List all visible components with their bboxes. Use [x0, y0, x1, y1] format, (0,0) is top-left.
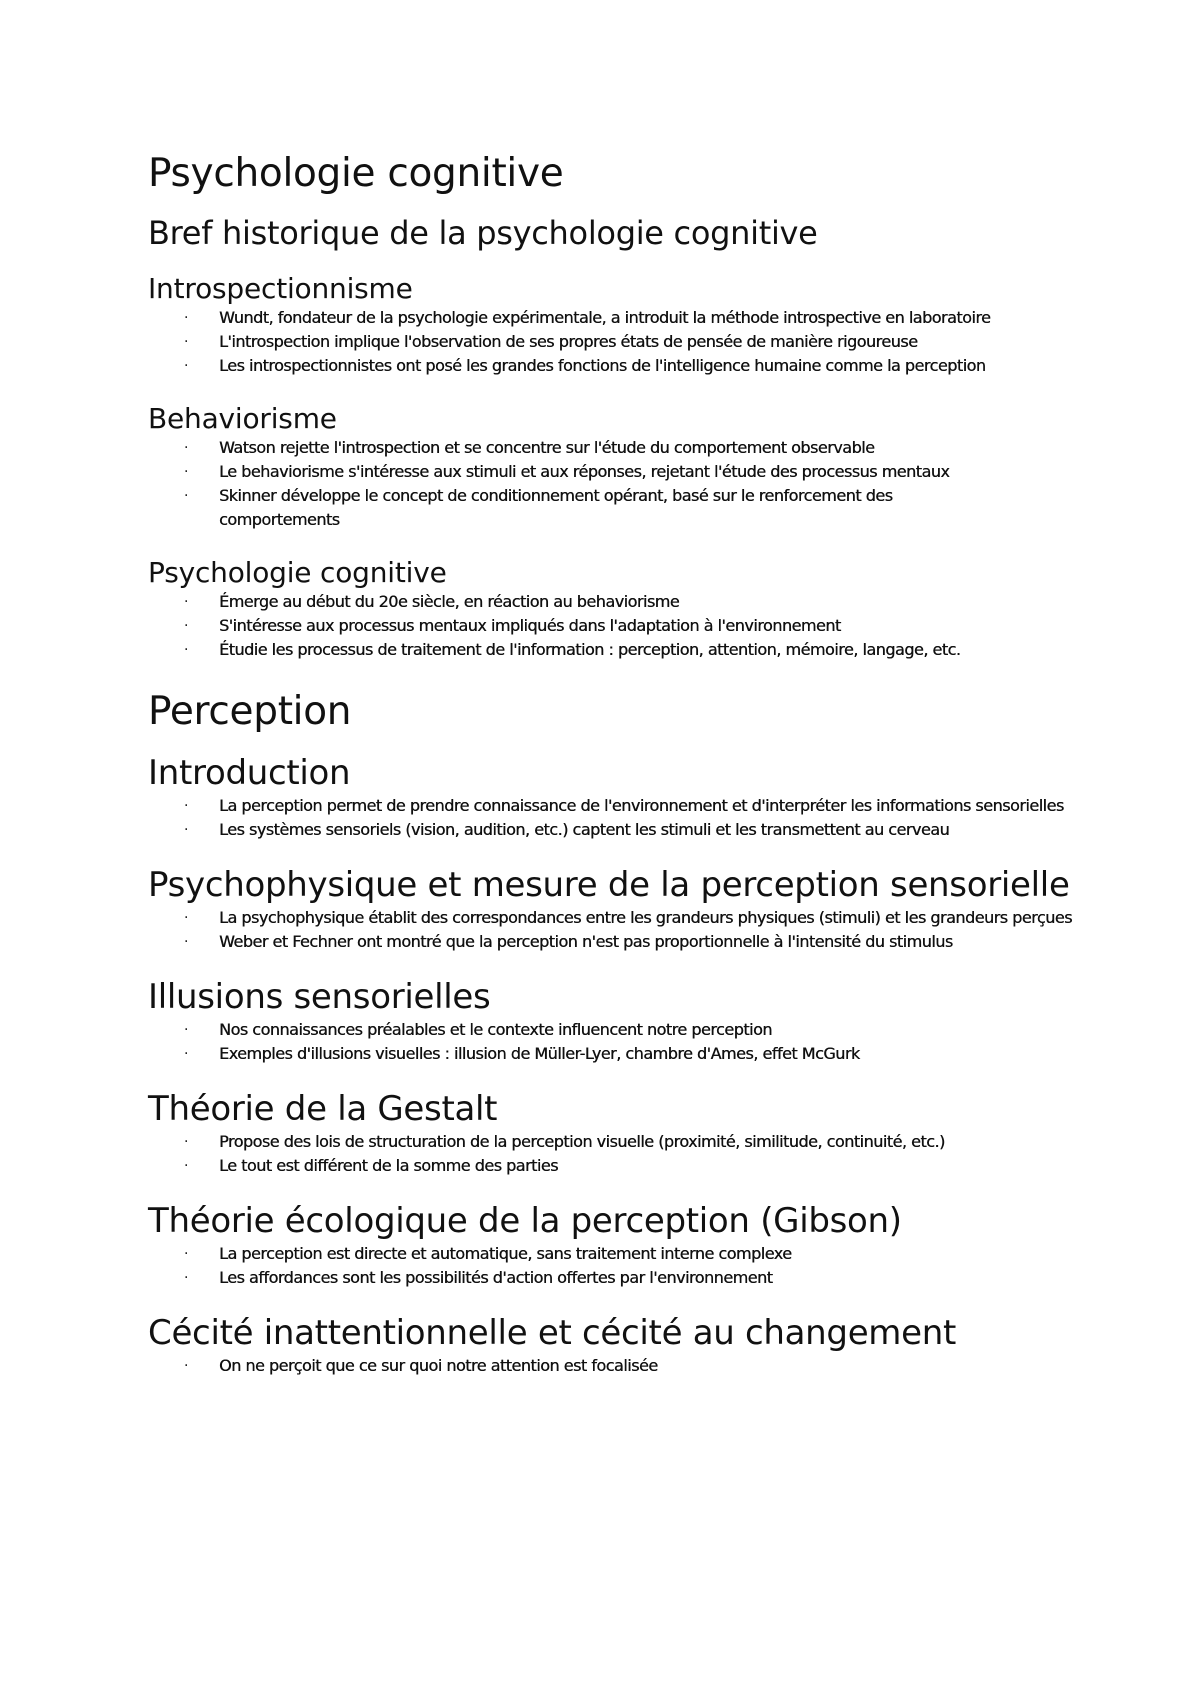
- bullet-list: [148, 590, 1078, 662]
- section-gibson: [148, 1200, 1078, 1290]
- list-item: · Nos connaissances préalables et le contexte influencent notre perception: [148, 1018, 1078, 1042]
- subsection-heading: Introspectionnisme: [148, 272, 413, 305]
- bullet-icon: ·: [184, 822, 188, 838]
- bullet-icon: ·: [184, 440, 188, 456]
- list-item: · La psychophysique établit des correspondances entre les grandeurs physiques (stimuli) et les grandeurs perçues: [148, 906, 1078, 930]
- section-cecite: [148, 1312, 1078, 1378]
- document-page: [148, 150, 1078, 1378]
- section-introduction: [148, 752, 1078, 842]
- bullet-icon: ·: [184, 798, 188, 814]
- section-psychophysique: [148, 864, 1078, 954]
- bullet-icon: ·: [184, 594, 188, 610]
- list-item: · Wundt, fondateur de la psychologie expérimentale, a introduit la méthode introspective en laboratoire: [148, 306, 1078, 330]
- list-item: · Étudie les processus de traitement de l'information : perception, attention, mémoire, langage, etc.: [148, 638, 1078, 662]
- bullet-icon: ·: [184, 1270, 188, 1286]
- bullet-list: [148, 794, 1078, 842]
- bullet-list: [148, 1130, 1078, 1178]
- bullet-list: [148, 906, 1078, 954]
- section-bref-historique: [148, 212, 1078, 662]
- bullet-icon: ·: [184, 1158, 188, 1174]
- list-item: · Les affordances sont les possibilités d'action offertes par l'environnement: [148, 1266, 1078, 1290]
- bullet-list: [148, 1242, 1078, 1290]
- list-item: · Weber et Fechner ont montré que la perception n'est pas proportionnelle à l'intensité du stimulus: [148, 930, 1078, 954]
- bullet-icon: ·: [184, 910, 188, 926]
- bullet-list: [148, 306, 1078, 378]
- section-heading: Cécité inattentionnelle et cécité au changement: [148, 1313, 957, 1353]
- list-item: · La perception permet de prendre connaissance de l'environnement et d'interpréter les informations sensorielles: [148, 794, 1078, 818]
- part-title-perception: Perception: [148, 689, 352, 734]
- document-title: Psychologie cognitive: [148, 151, 564, 196]
- bullet-list: [148, 1354, 1078, 1378]
- list-item: · Exemples d'illusions visuelles : illusion de Müller-Lyer, chambre d'Ames, effet McGurk: [148, 1042, 1078, 1066]
- list-item: · S'intéresse aux processus mentaux impliqués dans l'adaptation à l'environnement: [148, 614, 1078, 638]
- subsection-heading: Behaviorisme: [148, 402, 337, 435]
- bullet-icon: ·: [184, 1134, 188, 1150]
- subsection-introspectionnisme: [148, 272, 1078, 378]
- list-item: · L'introspection implique l'observation de ses propres états de pensée de manière rigoureuse: [148, 330, 1078, 354]
- bullet-icon: ·: [184, 1046, 188, 1062]
- bullet-icon: ·: [184, 358, 188, 374]
- list-item: · Le behaviorisme s'intéresse aux stimuli et aux réponses, rejetant l'étude des processus mentaux: [148, 460, 1078, 484]
- bullet-icon: ·: [184, 934, 188, 950]
- section-heading: Théorie écologique de la perception (Gibson): [148, 1201, 902, 1241]
- bullet-icon: ·: [184, 1246, 188, 1262]
- list-item: · Watson rejette l'introspection et se concentre sur l'étude du comportement observable: [148, 436, 1078, 460]
- bullet-icon: ·: [184, 334, 188, 350]
- subsection-psychologie-cognitive: [148, 556, 1078, 662]
- bullet-icon: ·: [184, 1022, 188, 1038]
- section-heading: Introduction: [148, 753, 351, 793]
- bullet-icon: ·: [184, 464, 188, 480]
- section-heading: Théorie de la Gestalt: [148, 1089, 498, 1129]
- bullet-list: [148, 1018, 1078, 1066]
- section-heading: Bref historique de la psychologie cognitive: [148, 214, 818, 252]
- bullet-icon: ·: [184, 618, 188, 634]
- bullet-icon: ·: [184, 642, 188, 658]
- section-heading: Illusions sensorielles: [148, 977, 491, 1017]
- bullet-icon: ·: [184, 310, 188, 326]
- section-heading: Psychophysique et mesure de la perception sensorielle: [148, 865, 1070, 905]
- section-gestalt: [148, 1088, 1078, 1178]
- list-item: · Le tout est différent de la somme des parties: [148, 1154, 1078, 1178]
- list-item: · Les systèmes sensoriels (vision, audition, etc.) captent les stimuli et les transmettent au cerveau: [148, 818, 1078, 842]
- list-item: · Émerge au début du 20e siècle, en réaction au behaviorisme: [148, 590, 1078, 614]
- bullet-icon: ·: [184, 488, 188, 504]
- section-illusions: [148, 976, 1078, 1066]
- list-item: · La perception est directe et automatique, sans traitement interne complexe: [148, 1242, 1078, 1266]
- bullet-list: [148, 436, 1078, 532]
- subsection-heading: Psychologie cognitive: [148, 556, 447, 589]
- list-item: · Skinner développe le concept de conditionnement opérant, basé sur le renforcement des comportements: [184, 486, 893, 529]
- subsection-behaviorisme: [148, 402, 1078, 532]
- list-item: · On ne perçoit que ce sur quoi notre attention est focalisée: [148, 1354, 1078, 1378]
- list-item: · Propose des lois de structuration de la perception visuelle (proximité, similitude, continuité, etc.): [148, 1130, 1078, 1154]
- list-item: · Les introspectionnistes ont posé les grandes fonctions de l'intelligence humaine comme la perception: [148, 354, 1078, 378]
- bullet-icon: ·: [184, 1358, 188, 1374]
